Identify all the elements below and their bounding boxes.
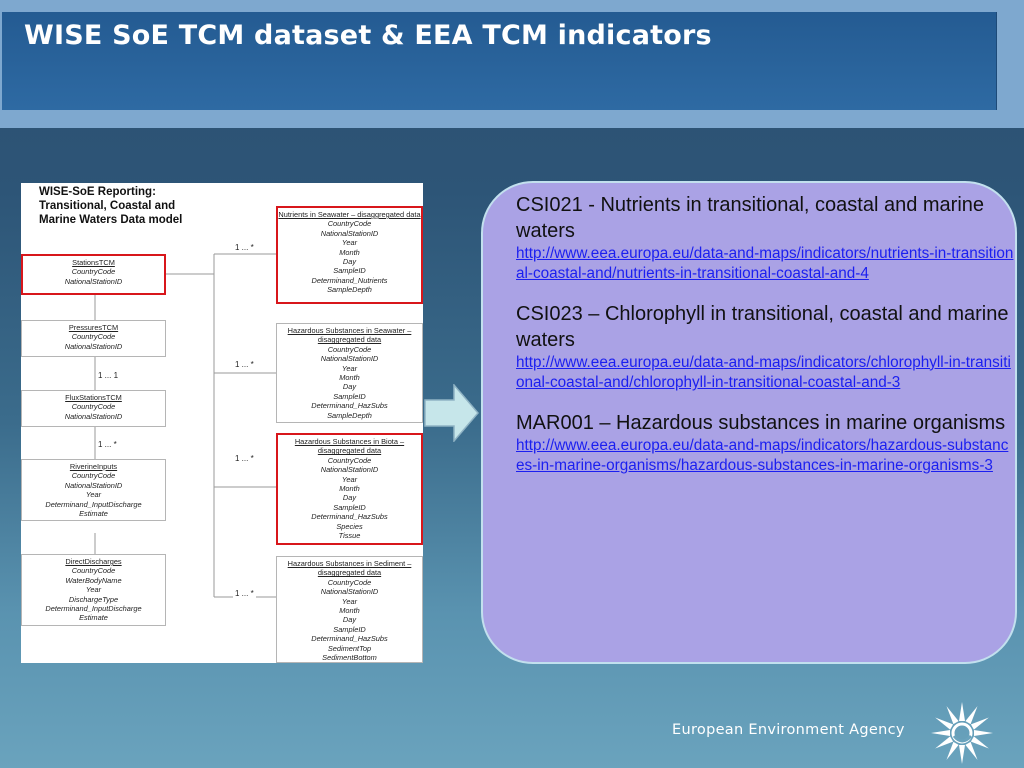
entity-field: Determinand_HazSubs <box>311 512 388 522</box>
entity-field: SedimentBottom <box>322 653 377 663</box>
entity-name: Hazardous Substances in Seawater – disaggregated data <box>287 326 412 345</box>
entity-field: SampleID <box>333 624 366 634</box>
entity-hazsubs-seawater <box>276 323 423 423</box>
indicator-link[interactable]: http://www.eea.europa.eu/data-and-maps/indicators/nutrients-in-transitional-coastal-and/nutrients-in-transitional-coastal-and-4 <box>516 245 1014 283</box>
entity-field: Year <box>341 474 358 484</box>
indicator-link[interactable]: http://www.eea.europa.eu/data-and-maps/indicators/chlorophyll-in-transitional-coastal-and/chlorophyll-in-transitional-coastal-and-3 <box>516 353 1011 392</box>
entity-field: DischargeType <box>68 594 119 604</box>
entity-field: CountryCode <box>71 566 116 576</box>
relation-label: 1 ... * <box>235 454 254 463</box>
indicator-link[interactable]: http://www.eea.europa.eu/data-and-maps/indicators/hazardous-substances-in-marine-organisms/hazardous-substances-in-marine-organisms-3 <box>516 436 1009 475</box>
entity-hazsubs-biota <box>276 433 423 545</box>
entity-name: Nutrients in Seawater – disaggregated data <box>278 210 421 219</box>
entity-field: CountryCode <box>71 267 116 277</box>
entity-field: CountryCode <box>71 471 116 481</box>
entity-field: Determinand_Nutrients <box>311 275 388 285</box>
entity-field: Determinand_InputDischarge <box>45 604 142 614</box>
entity-field: CountryCode <box>327 577 372 587</box>
entity-field: SampleID <box>333 391 366 401</box>
relation-label: 1 ... * <box>235 589 254 598</box>
indicator-title: MAR001 – Hazardous substances in marine organisms <box>516 411 1006 434</box>
relation-label: 1 ... * <box>235 243 254 252</box>
entity-field: CountryCode <box>71 332 116 342</box>
entity-name: FluxStationsTCM <box>65 393 122 402</box>
indicator-item <box>516 301 1016 394</box>
relation-label: 1 ... 1 <box>98 371 119 380</box>
entity-field: Month <box>339 606 360 616</box>
entity-field: CountryCode <box>327 344 372 354</box>
entity-field: Estimate <box>79 613 108 623</box>
entity-field: Day <box>342 382 357 392</box>
entity-name: Hazardous Substances in Sediment – disaggregated data <box>287 559 412 578</box>
eea-sun-logo-icon <box>928 700 996 766</box>
agency-name: European Environment Agency <box>672 722 905 738</box>
entity-field: CountryCode <box>327 455 372 465</box>
entity-field: NationalStationID <box>64 341 123 351</box>
entity-field: Year <box>341 238 358 248</box>
entity-flux-stations-tcm <box>21 390 166 427</box>
entity-field: Year <box>85 585 102 595</box>
entity-field: Day <box>342 493 357 503</box>
entity-field: SampleDepth <box>327 285 372 295</box>
entity-field: NationalStationID <box>320 354 379 364</box>
relation-label: 1 ... * <box>98 440 117 449</box>
entity-field: CountryCode <box>71 402 116 412</box>
entity-field: Determinand_HazSubs <box>311 634 388 644</box>
relation-label: 1 ... * <box>235 360 254 369</box>
entity-hazsubs-sediment <box>276 556 423 663</box>
entity-field: NationalStationID <box>64 276 123 286</box>
entity-direct-discharges <box>21 554 166 626</box>
entity-field: SampleID <box>333 266 366 276</box>
entity-field: Month <box>339 373 360 383</box>
slide-title: WISE SoE TCM dataset & EEA TCM indicators <box>24 20 712 51</box>
entity-field: SedimentTop <box>327 643 372 653</box>
entity-field: CountryCode <box>327 219 372 229</box>
entity-field: Estimate <box>79 509 108 519</box>
entity-name: StationsTCM <box>72 258 115 267</box>
entity-name: PressuresTCM <box>68 323 119 332</box>
entity-field: WaterBodyName <box>65 575 122 585</box>
data-model-diagram <box>21 183 423 663</box>
indicator-title: CSI023 – Chlorophyll in transitional, coastal and marine waters <box>516 302 1009 351</box>
indicator-item <box>516 192 1016 285</box>
indicators-panel <box>481 181 1017 664</box>
entity-nutrients-seawater <box>276 206 423 304</box>
entity-field: SampleID <box>333 502 366 512</box>
entity-field: NationalStationID <box>320 587 379 597</box>
entity-pressures-tcm <box>21 320 166 357</box>
entity-stations-tcm <box>21 254 166 295</box>
entity-field: SampleDepth <box>327 410 372 420</box>
entity-field: Year <box>341 596 358 606</box>
entity-field: Day <box>342 615 357 625</box>
entity-field: NationalStationID <box>64 480 123 490</box>
entity-field: Month <box>339 247 360 257</box>
entity-field: NationalStationID <box>320 228 379 238</box>
entity-field: NationalStationID <box>64 411 123 421</box>
entity-riverine-inputs <box>21 459 166 521</box>
entity-field: Month <box>339 484 360 494</box>
entity-field: Year <box>85 490 102 500</box>
entity-field: Year <box>341 363 358 373</box>
entity-name: RiverineInputs <box>69 462 118 471</box>
entity-field: Day <box>342 257 357 267</box>
entity-name: DirectDischarges <box>65 557 122 566</box>
entity-field: Tissue <box>338 531 361 541</box>
entity-field: NationalStationID <box>320 465 379 475</box>
entity-name: Hazardous Substances in Biota – disaggregated data <box>294 437 405 456</box>
indicator-item <box>516 410 1016 477</box>
entity-field: Determinand_HazSubs <box>311 401 388 411</box>
entity-field: Species <box>336 521 363 531</box>
right-arrow-icon <box>424 384 480 442</box>
entity-field: Determinand_InputDischarge <box>45 499 142 509</box>
indicator-title: CSI021 - Nutrients in transitional, coastal and marine waters <box>516 194 985 242</box>
diagram-title: WISE-SoE Reporting: Transitional, Coastal and Marine Waters Data model <box>39 186 183 226</box>
